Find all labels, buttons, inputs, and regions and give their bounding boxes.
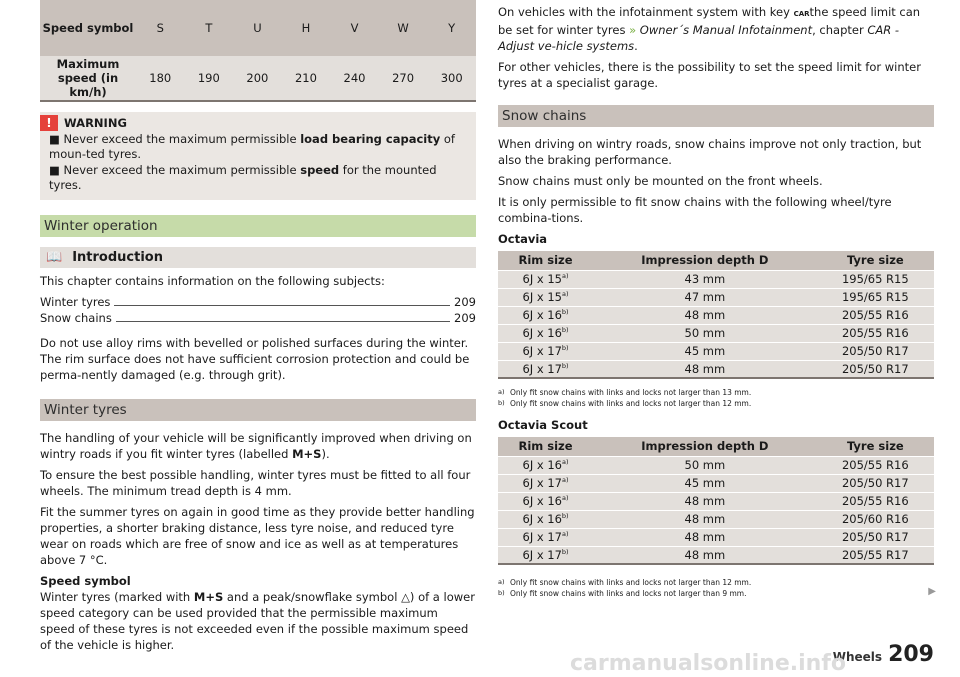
footnote: a) Only fit snow chains with links and locks not larger than 12 mm. <box>498 578 752 587</box>
reference-arrow-icon: » <box>629 23 637 37</box>
snow-chains-p3: It is only permissible to fit snow chains with the following wheel/tyre combina-tions. <box>498 195 892 225</box>
col-header-tyre: Tyre size <box>817 251 934 270</box>
max-speed-cell: 190 <box>185 56 234 101</box>
footnote: a) Only fit snow chains with links and locks not larger than 13 mm. <box>498 388 752 397</box>
octavia-label: Octavia <box>498 232 548 246</box>
max-speed-cell: 180 <box>136 56 185 101</box>
speed-table-header-row <box>40 0 476 56</box>
winter-tyres-p1: The handling of your vehicle will be significantly improved when driving on wintry roads if you fit winter tyres (labelled M+S). <box>40 431 472 461</box>
octavia-footnotes <box>498 387 934 409</box>
alloy-rims-text: Do not use alloy rims with bevelled or polished surfaces during the winter. The rim surface does not have sufficient corrosion protection and could be perma-nently damaged (e.g. through grit). <box>40 336 470 382</box>
section-title-snow-chains: Snow chains <box>498 105 934 127</box>
warning-header <box>40 115 468 131</box>
speed-symbol-cell: T <box>185 0 234 56</box>
table-row: 6J x 15$^{a)}$ 43 mm 195/65 R15 <box>498 270 934 288</box>
warning-icon: ! <box>40 115 58 131</box>
left-column <box>40 0 476 653</box>
octavia-scout-label: Octavia Scout <box>498 418 588 432</box>
table-header-row <box>498 437 934 456</box>
snowflake-mountain-icon: △ <box>401 590 410 604</box>
col-header-tyre: Tyre size <box>817 437 934 456</box>
table-row: 6J x 16$^{a)}$ 48 mm 205/55 R16 <box>498 492 934 510</box>
winter-tyres-p2: To ensure the best possible handling, winter tyres must be fitted to all four wheels. The minimum tread depth is 4 mm. <box>40 468 471 498</box>
table-row: 6J x 16$^{b)}$ 48 mm 205/55 R16 <box>498 306 934 324</box>
speed-symbol-cell: Y <box>427 0 476 56</box>
toc-page: 209 <box>454 295 476 309</box>
speed-symbol-table <box>40 0 476 102</box>
right-column <box>498 4 934 599</box>
toc-entry-winter-tyres[interactable] <box>40 294 476 310</box>
footnote: b) Only fit snow chains with links and locks not larger than 12 mm. <box>498 399 752 408</box>
speed-table-value-row <box>40 56 476 101</box>
max-speed-cell: 210 <box>282 56 331 101</box>
speed-symbol-heading: Speed symbol <box>40 574 131 588</box>
snow-chains-p1: When driving on wintry roads, snow chains improve not only traction, but also the braking performance. <box>498 137 922 167</box>
continue-arrow-icon: ▶ <box>928 586 936 597</box>
toc-leader <box>114 305 450 306</box>
max-speed-cell: 240 <box>330 56 379 101</box>
table-row: 6J x 17$^{a)}$ 48 mm 205/50 R17 <box>498 528 934 546</box>
max-speed-cell: 270 <box>379 56 428 101</box>
infotainment-text: On vehicles with the infotainment system with key CARthe speed limit can be set for winter tyres » Owner´s Manual Infotainment, chapter CAR - Adjust ve-hicle systems. <box>498 5 921 53</box>
footnote: b) Only fit snow chains with links and locks not larger than 9 mm. <box>498 589 747 598</box>
col-header-depth: Impression depth D <box>593 437 817 456</box>
speed-symbol-cell: W <box>379 0 428 56</box>
warning-title: WARNING <box>64 116 127 130</box>
scout-footnotes <box>498 577 934 599</box>
watermark <box>0 648 960 677</box>
snow-chains-p2: Snow chains must only be mounted on the front wheels. <box>498 174 823 188</box>
col-header-depth: Impression depth D <box>593 251 817 270</box>
book-icon: 📖 <box>46 250 63 265</box>
section-title-winter-operation: Winter operation <box>40 215 476 237</box>
toc-label: Snow chains <box>40 311 112 325</box>
warning-item: ■ Never exceed the maximum permissible speed for the mounted tyres. <box>49 163 437 192</box>
watermark-text: carmanualsonline.info <box>570 651 846 676</box>
intro-text: This chapter contains information on the following subjects: <box>40 274 385 288</box>
max-speed-cell: 300 <box>427 56 476 101</box>
speed-symbol-cell: S <box>136 0 185 56</box>
table-row: 6J x 17$^{b)}$ 45 mm 205/50 R17 <box>498 342 934 360</box>
toc-leader <box>116 321 450 322</box>
table-row: 6J x 16$^{b)}$ 50 mm 205/55 R16 <box>498 324 934 342</box>
winter-tyres-p3: Fit the summer tyres on again in good time as they provide better handling properties, a shorter braking distance, less tyre noise, and reduced tyre wear on roads which are free of snow and ice as well as at temperatures above 7 °C. <box>40 505 475 567</box>
octavia-chains-table <box>498 251 934 379</box>
max-speed-label: Maximum speed (in km/h) <box>40 56 136 101</box>
toc-entry-snow-chains[interactable] <box>40 310 476 326</box>
table-row: 6J x 17$^{b)}$ 48 mm 205/55 R17 <box>498 546 934 564</box>
table-row: 6J x 16$^{b)}$ 48 mm 205/60 R16 <box>498 510 934 528</box>
octavia-scout-chains-table <box>498 437 934 565</box>
speed-symbol-cell: U <box>233 0 282 56</box>
toc-label: Winter tyres <box>40 295 111 309</box>
section-title-winter-tyres: Winter tyres <box>40 399 476 421</box>
speed-symbol-cell: H <box>282 0 331 56</box>
car-key-icon: CAR <box>793 10 810 18</box>
toc-page: 209 <box>454 311 476 325</box>
manual-reference-link[interactable]: Owner´s Manual Infotainment <box>636 23 813 37</box>
col-header-rim: Rim size <box>498 437 593 456</box>
max-speed-cell: 200 <box>233 56 282 101</box>
chapter-name: Wheels <box>832 650 883 664</box>
col-header-rim: Rim size <box>498 251 593 270</box>
speed-symbol-label: Speed symbol <box>40 0 136 56</box>
table-header-row <box>498 251 934 270</box>
warning-item: ■ Never exceed the maximum permissible load bearing capacity of moun-ted tyres. <box>49 132 455 161</box>
specialist-garage-text: For other vehicles, there is the possibility to set the speed limit for winter tyres at a specialist garage. <box>498 60 921 90</box>
winter-tyres-p4: Winter tyres (marked with M+S and a peak/snowflake symbol △) of a lower speed category can be used provided that the permissible maximum speed of these tyres is not exceeded even if the possible maximum speed of the vehicle is higher. <box>40 590 475 652</box>
table-row: 6J x 16$^{a)}$ 50 mm 205/55 R16 <box>498 456 934 474</box>
table-row: 6J x 15$^{a)}$ 47 mm 195/65 R15 <box>498 288 934 306</box>
table-row: 6J x 17$^{a)}$ 45 mm 205/50 R17 <box>498 474 934 492</box>
subsection-title: Introduction <box>72 250 163 265</box>
table-row: 6J x 17$^{b)}$ 48 mm 205/50 R17 <box>498 360 934 378</box>
warning-box <box>40 112 476 200</box>
speed-symbol-cell: V <box>330 0 379 56</box>
page-number: 209 <box>888 642 934 667</box>
subsection-introduction <box>40 247 476 268</box>
